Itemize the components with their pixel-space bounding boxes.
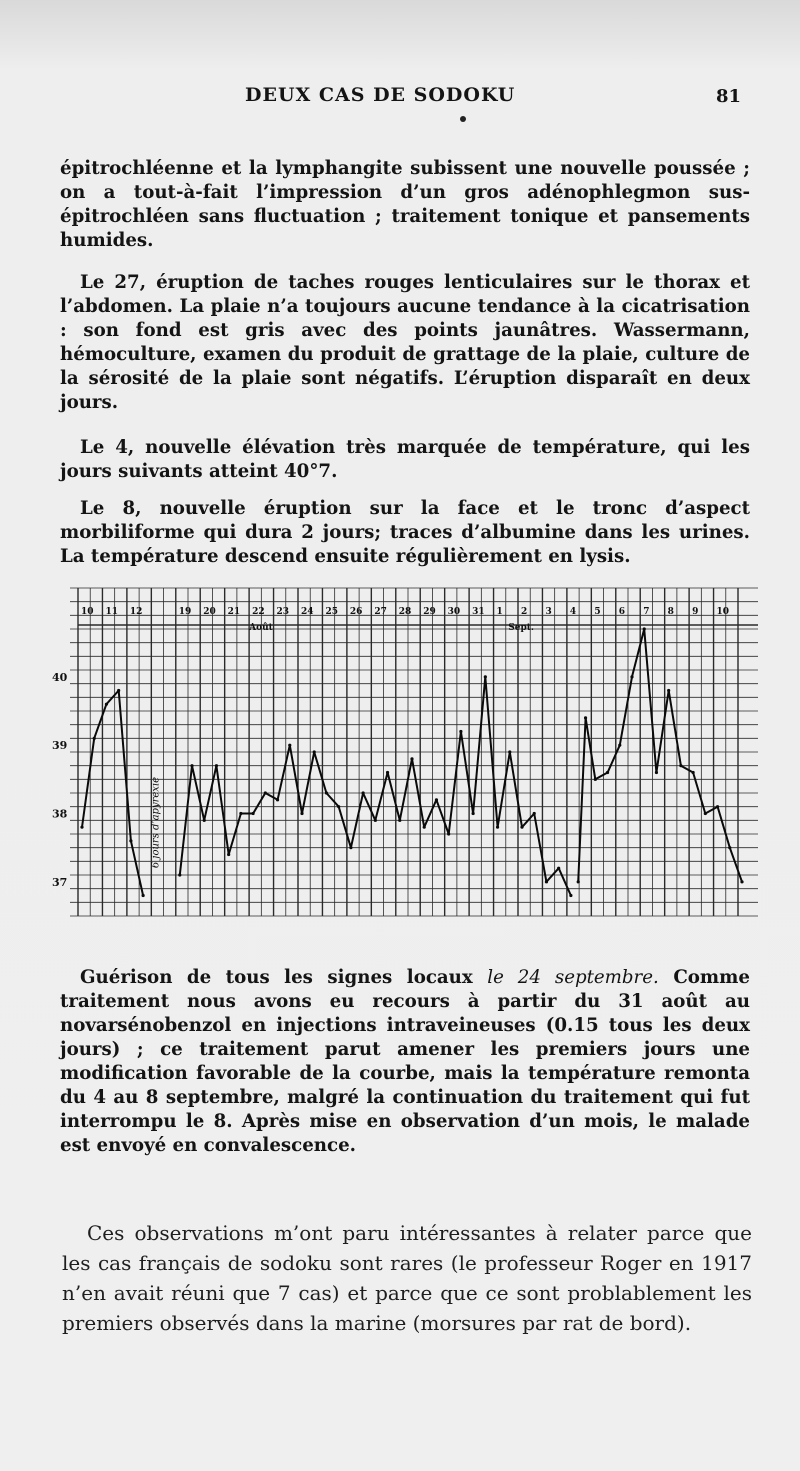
day-label: 21 <box>227 607 241 617</box>
day-label: 12 <box>129 607 143 617</box>
temperature-point <box>692 771 695 774</box>
chart-labels <box>52 607 729 889</box>
chart-lines <box>80 627 743 897</box>
temperature-point <box>93 737 96 740</box>
temperature-point <box>728 846 731 849</box>
day-label: 2 <box>521 607 528 617</box>
temperature-point <box>227 853 230 856</box>
day-label: 8 <box>667 607 674 617</box>
day-label: 20 <box>203 607 216 617</box>
temperature-chart-svg <box>40 580 800 925</box>
paragraph-2: Le 27, éruption de taches rouges lenticulaires sur le thorax et l’abdomen. La plaie n’a toujours aucune tendance à la cicatrisation : son fond est gris avec des points jaunâtres. Wassermann, hémoculture, examen du produit de grattage de la plaie, culture de la sérosité de la plaie sont négatifs. L’éruption disparaît en deux jours. <box>60 272 750 414</box>
temperature-point <box>630 675 633 678</box>
temperature-point <box>349 846 352 849</box>
temperature-point <box>276 798 279 801</box>
day-label: 10 <box>81 607 94 617</box>
temperature-point <box>252 812 255 815</box>
temperature-point <box>484 675 487 678</box>
temperature-point <box>606 771 609 774</box>
temperature-point <box>386 771 389 774</box>
day-label: 27 <box>374 607 387 617</box>
temperature-point <box>704 812 707 815</box>
temperature-point <box>655 771 658 774</box>
temperature-point <box>362 791 365 794</box>
temperature-point <box>178 873 181 876</box>
day-label: 9 <box>692 607 699 617</box>
paragraph-1: épitrochléenne et la lymphangite subissent une nouvelle poussée ; on a tout-à-fait l’impression d’un gros adénophlegmon sus-épitrochléen sans fluctuation ; traitement tonique et pansements humides. <box>60 158 750 252</box>
day-label: 7 <box>643 607 650 617</box>
temperature-series-2 <box>180 677 571 896</box>
day-label: 23 <box>276 607 290 617</box>
temperature-point <box>520 826 523 829</box>
temperature-series-3 <box>578 629 742 882</box>
day-label: 22 <box>252 607 265 617</box>
temperature-point <box>594 778 597 781</box>
paragraph-5-rest: Comme traitement nous avons eu recours à partir du 31 août au novarsénobenzol en injections intraveineuses (0.15 tous les deux jours) ; ce traitement parut amener les premiers jours une modification favorable de la courbe, mais la température remonta du 4 au 8 septembre, malgré la continuation du traitement qui fut interrompu le 8. Après mise en observation d’un mois, le malade est envoyé en convalescence. <box>60 967 750 1157</box>
page-title: DEUX CAS DE SODOKU <box>245 84 516 106</box>
temperature-point <box>117 689 120 692</box>
day-label: 11 <box>105 607 118 617</box>
y-tick-label: 37 <box>52 875 68 889</box>
temperature-point <box>423 826 426 829</box>
temperature-point <box>239 812 242 815</box>
day-label: 5 <box>594 607 601 617</box>
day-label: 4 <box>569 607 577 617</box>
temperature-point <box>716 805 719 808</box>
y-tick-label: 38 <box>52 807 68 821</box>
day-label: 1 <box>496 607 503 617</box>
temperature-point <box>313 750 316 753</box>
day-label: 25 <box>325 607 338 617</box>
day-label: 24 <box>301 607 314 617</box>
temperature-point <box>569 894 572 897</box>
temperature-point <box>643 627 646 630</box>
day-label: 19 <box>178 607 192 617</box>
temperature-point <box>496 826 499 829</box>
temperature-point <box>80 826 83 829</box>
temperature-point <box>667 689 670 692</box>
temperature-point <box>584 716 587 719</box>
paragraph-3: Le 4, nouvelle élévation très marquée de température, qui les jours suivants atteint 40°7. <box>60 437 750 483</box>
day-label: 29 <box>423 607 436 617</box>
temperature-point <box>557 867 560 870</box>
month-annotation-sep: Sept. <box>508 623 535 633</box>
day-label: 31 <box>472 607 485 617</box>
y-tick-label: 39 <box>52 739 68 753</box>
temperature-point <box>374 819 377 822</box>
paragraph-conclusion: Ces observations m’ont paru intéressantes à relater parce que les cas français de sodoku sont rares (le professeur Roger en 1917 n’en avait réuni que 7 cas) et parce que ce sont problablement les premiers observés dans la marine (morsures par rat de bord). <box>62 1221 752 1335</box>
temperature-point <box>300 812 303 815</box>
temperature-point <box>288 744 291 747</box>
paragraph-5-lead: Guérison de tous les signes locaux <box>80 967 473 989</box>
day-label: 26 <box>349 607 363 617</box>
print-mark <box>460 116 466 122</box>
temperature-point <box>435 798 438 801</box>
paragraph-5 <box>60 966 750 1158</box>
paragraph-4: Le 8, nouvelle éruption sur la face et le tronc d’aspect morbiliforme qui dura 2 jours; traces d’albumine dans les urines. La température descend ensuite régulièrement en lysis. <box>60 498 750 568</box>
temperature-point <box>533 812 536 815</box>
temperature-point <box>459 730 462 733</box>
temperature-point <box>577 880 580 883</box>
day-label: 10 <box>716 607 730 617</box>
temperature-point <box>325 791 328 794</box>
temperature-point <box>410 757 413 760</box>
running-head <box>0 84 800 108</box>
temperature-point <box>398 819 401 822</box>
day-label: 30 <box>447 607 461 617</box>
temperature-point <box>203 819 206 822</box>
temperature-point <box>142 894 145 897</box>
temperature-point <box>129 839 132 842</box>
temperature-point <box>264 791 267 794</box>
temperature-point <box>337 805 340 808</box>
y-tick-label: 40 <box>52 670 68 684</box>
day-label: 3 <box>545 607 552 617</box>
temperature-point <box>618 744 621 747</box>
temperature-point <box>215 764 218 767</box>
temperature-point <box>679 764 682 767</box>
temperature-point <box>508 750 511 753</box>
month-annotation-aug: Août <box>249 623 273 633</box>
temperature-point <box>472 812 475 815</box>
paragraph-5-date: le 24 septembre. <box>487 967 659 989</box>
page-number: 81 <box>716 86 742 107</box>
temperature-point <box>105 703 108 706</box>
temperature-chart <box>40 580 800 925</box>
temperature-point <box>447 832 450 835</box>
day-label: 28 <box>398 607 412 617</box>
temperature-point <box>740 880 743 883</box>
day-label: 6 <box>618 607 626 617</box>
apyrexia-annotation: 6 jours d’apyrexie <box>150 776 162 869</box>
temperature-point <box>545 880 548 883</box>
temperature-point <box>190 764 193 767</box>
